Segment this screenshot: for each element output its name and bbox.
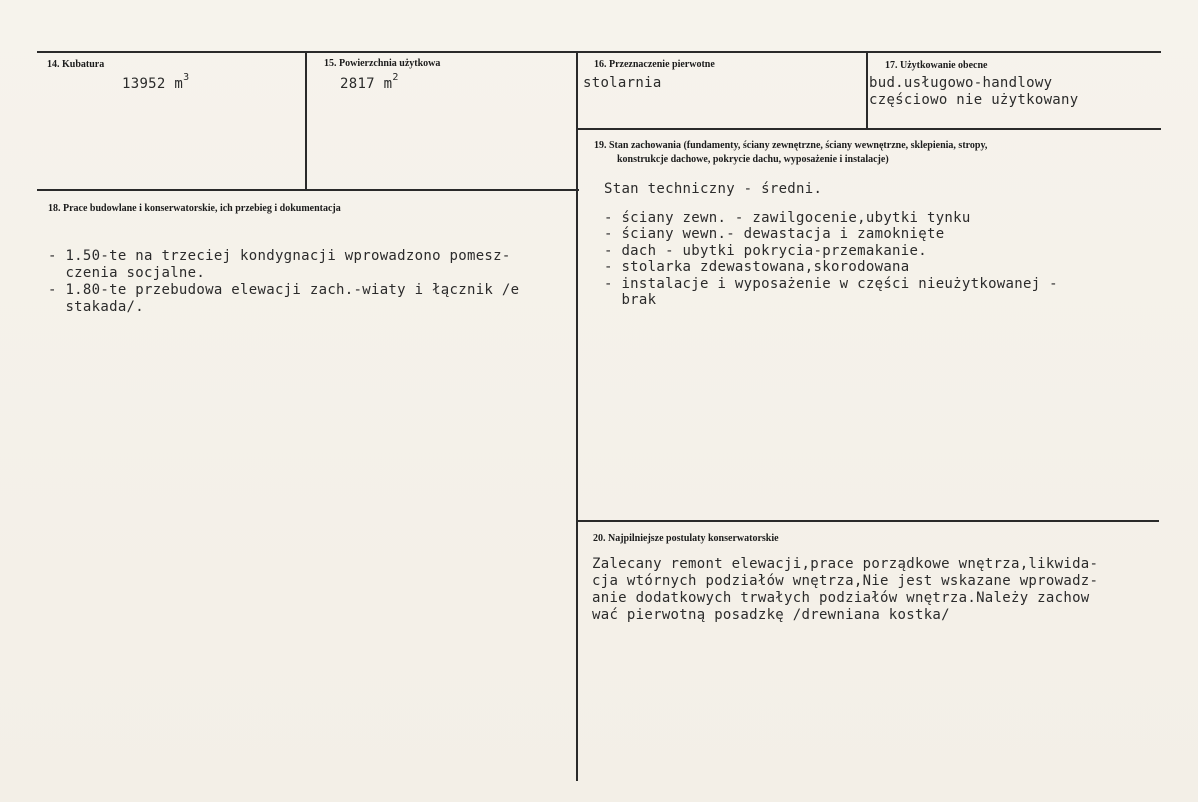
section-19-top-line [577,128,1161,130]
field-18-line-1: - 1.50-te na trzeciej kondygnacji wprowadzono pomesz- [48,248,511,264]
field-17-label: 17. Użytkowanie obecne [885,60,988,71]
field-18-line-2: czenia socjalne. [48,265,206,281]
field-19-line-5: - instalacje i wyposażenie w części nieużytkowanej - [604,276,1058,292]
top-border-line [37,51,1161,53]
field-20-line-3: anie dodatkowych trwałych podziałów wnętrza.Należy zachow [592,590,1090,606]
field-18-line-3: - 1.80-te przebudowa elewacji zach.-wiaty i łącznik /e [48,282,520,298]
field-15-label: 15. Powierzchnia użytkowa [324,58,441,69]
cubature-number: 13952 m [122,76,184,92]
field-16-value: stolarnia [583,75,662,91]
field-17-line-1: bud.usługowo-handlowy [869,75,1053,91]
field-15-value [340,72,399,94]
field-19-line-1: - ściany zewn. - zawilgocenie,ubytki tynku [604,210,971,226]
field-18-line-4: stakada/. [48,299,145,315]
field-19-label-line-1: 19. Stan zachowania (fundamenty, ściany zewnętrzne, ściany wewnętrzne, sklepienia, stropy, [594,140,988,151]
field-20-line-1: Zalecany remont elewacji,prace porządkowe wnętrza,likwida- [592,556,1099,572]
divider-16-17 [866,51,868,129]
field-19-summary: Stan techniczny - średni. [604,181,823,197]
field-19-line-2: - ściany wewn.- dewastacja i zamoknięte [604,226,945,242]
field-20-line-4: wać pierwotną posadzkę /drewniana kostka/ [592,607,950,623]
field-19-line-3: - dach - ubytki pokrycia-przemakanie. [604,243,927,259]
divider-left-right [576,51,578,781]
field-17-line-2: częściowo nie użytkowany [869,92,1079,108]
field-16-label: 16. Przeznaczenie pierwotne [594,59,715,70]
field-20-line-2: cja wtórnych podziałów wnętrza,Nie jest wskazane wprowadz- [592,573,1099,589]
divider-14-15 [305,51,307,190]
field-19-line-4: - stolarka zdewastowana,skorodowana [604,259,910,275]
area-number: 2817 m [340,76,393,92]
section-18-top-line [37,189,579,191]
field-19-line-6: brak [604,292,657,308]
field-14-value [122,72,190,94]
field-19-label-line-2: konstrukcje dachowe, pokrycie dachu, wyposażenie i instalacje) [617,154,889,165]
area-unit-exponent: 2 [392,72,399,83]
field-20-label: 20. Najpilniejsze postulaty konserwatorskie [593,533,779,544]
section-20-top-line [577,520,1159,522]
field-18-label: 18. Prace budowlane i konserwatorskie, ich przebieg i dokumentacja [48,203,341,214]
cubature-unit-exponent: 3 [183,72,190,83]
field-14-label: 14. Kubatura [47,59,105,70]
